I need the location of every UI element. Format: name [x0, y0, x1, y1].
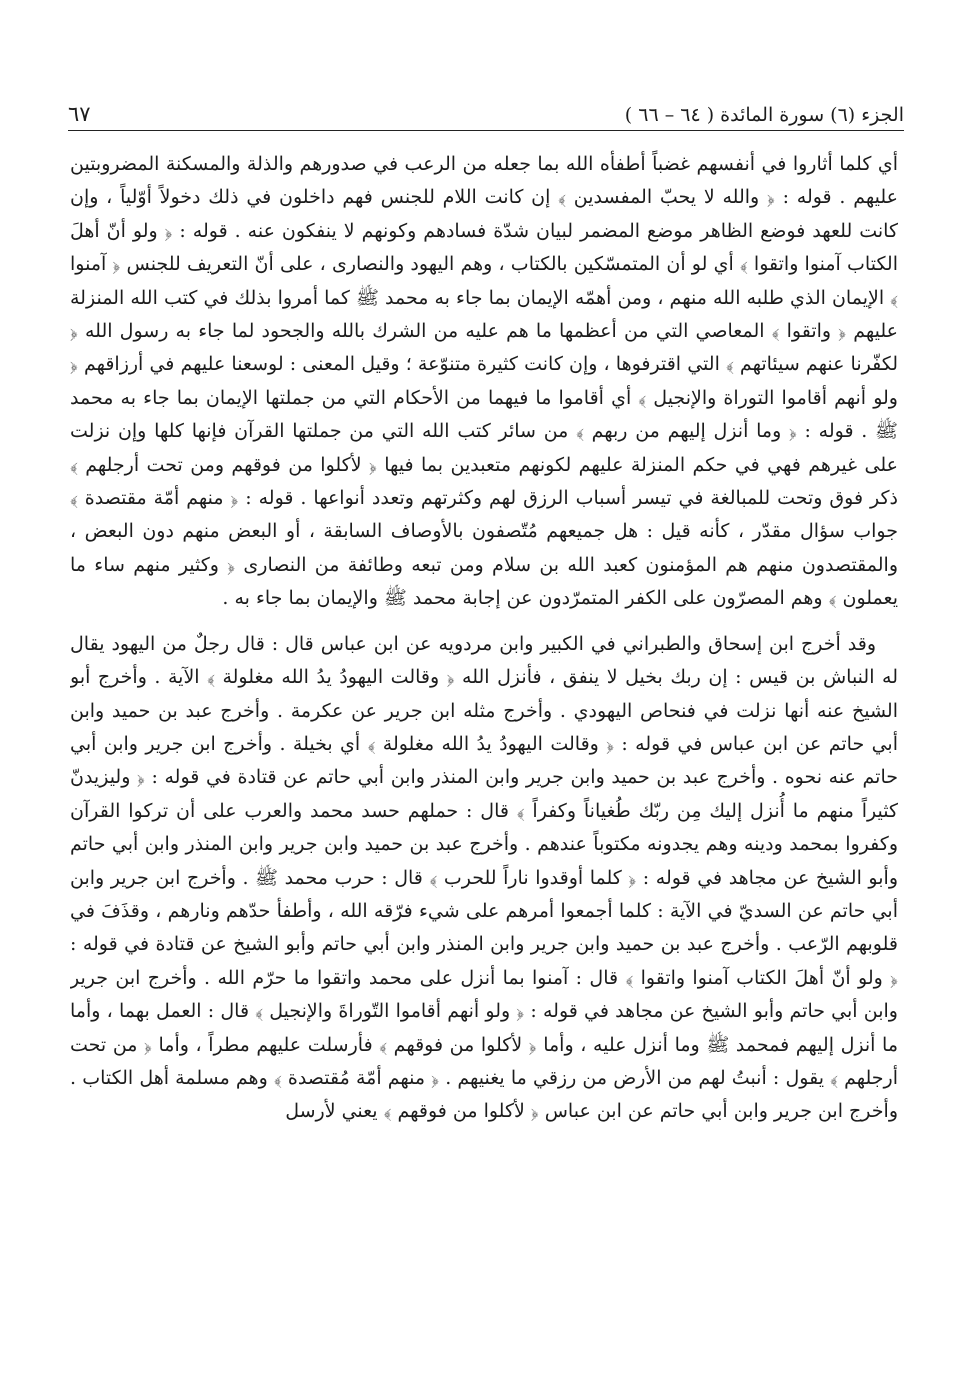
running-title: الجزء (٦) سورة المائدة ( ٦٤ – ٦٦ ): [624, 104, 904, 126]
page-body: [70, 148, 898, 1288]
commentary-paragraph: أي كلما أثاروا في أنفسهم غضباً أطفأه الله بما جعله من الرعب في صدورهم والذلة والمسكنة المضروبتين عليهم . قوله : ﴿ والله لا يحبّ المفسدين ﴾ إن كانت اللام للجنس فهم داخلون في ذلك دخولاً أوّلياً ، وإن كانت للعهد فوضع الظاهر موضع المضمر لبيان شدّة فسادهم وكونهم لا ينفكون عنه . قوله : ﴿ ولو أنّ أهلَ الكتاب آمنوا واتقوا ﴾ أي لو أن المتمسّكين بالكتاب ، وهم اليهود والنصارى ، على أنّ التعريف للجنس ﴿ آمنوا ﴾ الإيمان الذي طلبه الله منهم ، ومن أهمّه الإيمان بما جاء به محمد ﷺ كما أمروا بذلك في كتب الله المنزلة عليهم ﴿ واتقوا ﴾ المعاصي التي من أعظمها ما هم عليه من الشرك بالله والجحود لما جاء به رسول الله ﴿ لكفّرنا عنهم سيئاتهم ﴾ التي اقترفوها ، وإن كانت كثيرة متنوّعة ؛ وقيل المعنى : لوسعنا عليهم في أرزاقهم ﴿ ولو أنهم أقاموا التوراة والإنجيل ﴾ أي أقاموا ما فيهما من الأحكام التي من جملتها الإيمان بما جاء به محمد ﷺ . قوله : ﴿ وما أنزل إليهم من ربهم ﴾ من سائر كتب الله التي من جملتها القرآن فإنها كلها وإن نزلت على غيرهم فهي في حكم المنزلة عليهم لكونهم متعبدين بما فيها ﴿ لأكلوا من فوقهم ومن تحت أرجلهم ﴾ ذكر فوق وتحت للمبالغة في تيسر أسباب الرزق لهم وكثرتهم وتعدد أنواعها . قوله : ﴿ منهم أمّة مقتصدة ﴾ جواب سؤال مقدّر ، كأنه قيل : هل جميعهم مُتّصفون بالأوصاف السابقة ، أو البعض منهم دون البعض ، والمقتصدون منهم هم المؤمنون كعبد الله بن سلام ومن تبعه وطائفة من النصارى ﴿ وكثير منهم ساء ما يعملون ﴾ وهم المصرّون على الكفر المتمرّدون عن إجابة محمد ﷺ والإيمان بما جاء به .: [70, 153, 898, 610]
page-header: [68, 96, 904, 131]
narrations-paragraph: وقد أخرج ابن إسحاق والطبراني في الكبير وابن مردويه عن ابن عباس قال : قال رجلٌ من اليهود يقال له النباش بن قيس : إن ربك بخيل لا ينفق ، فأنزل الله ﴿ وقالت اليهودُ يدُ الله مغلولة ﴾ الآية . وأخرج أبو الشيخ عنه أنها نزلت في فنحاص اليهودي . وأخرج مثله ابن جرير عن عكرمة . وأخرج عبد بن حميد وابن أبي حاتم عن ابن عباس في قوله : ﴿ وقالت اليهودُ يدُ الله مغلولة ﴾ أي بخيلة . وأخرج ابن جرير وابن أبي حاتم عنه نحوه . وأخرج عبد بن حميد وابن جرير وابن المنذر وابن أبي حاتم عن قتادة في قوله : ﴿ وليزيدنّ كثيراً منهم ما أُنزل إليك مِن ربّك طُغياناً وكفراً ﴾ قال : حملهم حسد محمد والعرب على أن تركوا القرآن وكفروا بمحمد ودينه وهم يجدونه مكتوباً عندهم . وأخرج عبد بن حميد وابن جرير وابن المنذر وابن أبي حاتم وأبو الشيخ عن مجاهد في قوله : ﴿ كلما أوقدوا ناراً للحرب ﴾ قال : حرب محمد ﷺ . وأخرج ابن جرير وابن أبي حاتم عن السديّ في الآية : كلما أجمعوا أمرهم على شيء فرّقه الله ، وأطفأ حدّهم ونارهم ، وقذَفَ في قلوبهم الرّعب . وأخرج عبد بن حميد وابن جرير وابن المنذر وابن أبي حاتم وأبو الشيخ عن قتادة في قوله : ﴿ ولو أنّ أهلَ الكتاب آمنوا واتقوا ﴾ قال : آمنوا بما أنزل على محمد واتقوا ما حرّم الله . وأخرج ابن جرير وابن أبي حاتم وأبو الشيخ عن مجاهد في قوله : ﴿ ولو أنهم أقاموا التّوراةَ والإنجيل ﴾ قال : العمل بهما ، وأما ما أنزل إليهم فمحمد ﷺ وما أنزل عليه ، وأما ﴿ لأكلوا من فوقهم ﴾ فأرسلت عليهم مطراً ، وأما ﴿ من تحت أرجلهم ﴾ يقول : أنبتُ لهم من الأرض من رزقي ما يغنيهم . ﴿ منهم أمّة مُقتصدة ﴾ وهم مسلمة أهل الكتاب . وأخرج ابن جرير وابن أبي حاتم عن ابن عباس ﴿ لأكلوا من فوقهم ﴾ يعني لأرسل: [70, 632, 898, 1123]
page-number: ٦٧: [68, 102, 91, 126]
